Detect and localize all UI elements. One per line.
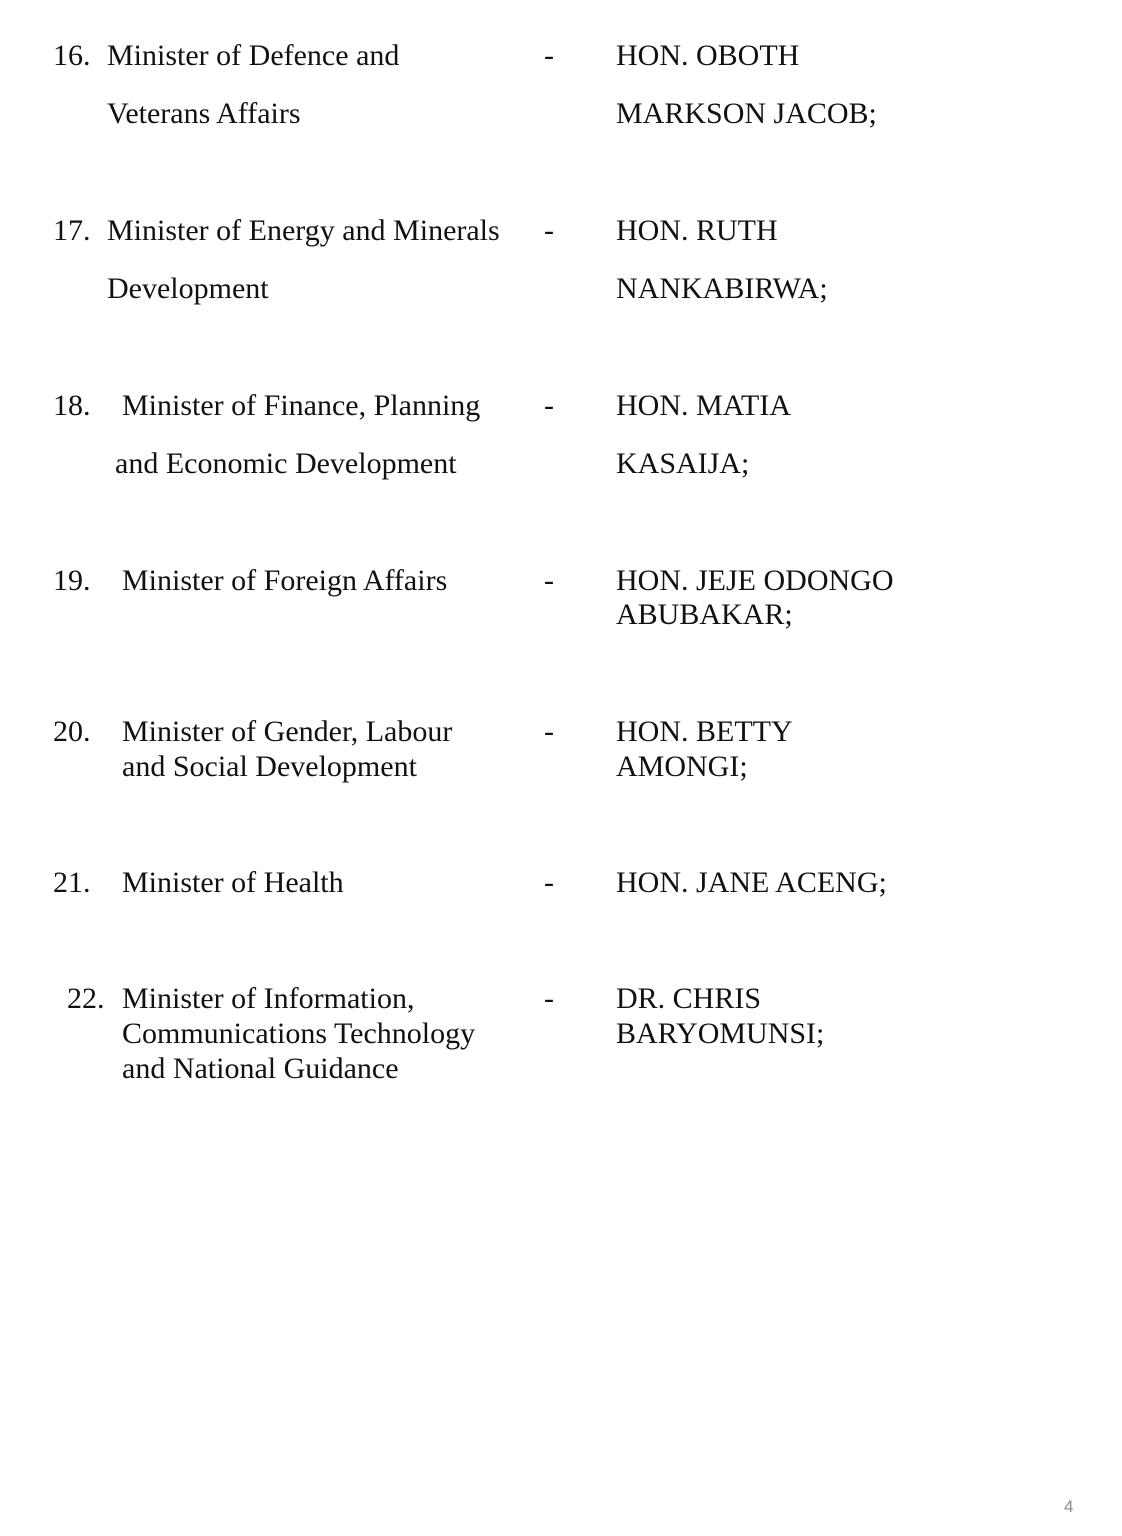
entry-16-dash: - bbox=[544, 39, 554, 72]
entry-17-name-line-2: NANKABIRWA; bbox=[616, 272, 828, 305]
entry-22-dash: - bbox=[544, 982, 554, 1015]
entry-19-name-line-2: ABUBAKAR; bbox=[616, 598, 793, 631]
entry-21-number: 21. bbox=[53, 866, 91, 899]
entry-18-name-line-1: HON. MATIA bbox=[616, 389, 791, 422]
entry-17-dash: - bbox=[544, 214, 554, 247]
entry-22-number: 22. bbox=[67, 982, 105, 1015]
page-number: 4 bbox=[1064, 1497, 1074, 1516]
entry-22-name-line-2: BARYOMUNSI; bbox=[616, 1017, 825, 1050]
entry-16-office-line-1: Minister of Defence and bbox=[107, 39, 400, 72]
entry-21-office-line-1: Minister of Health bbox=[122, 866, 344, 899]
entry-20-name-line-1: HON. BETTY bbox=[616, 715, 793, 748]
entry-20-office-line-1: Minister of Gender, Labour bbox=[122, 715, 453, 748]
entry-20-number: 20. bbox=[53, 715, 91, 748]
entry-22-office-line-3: and National Guidance bbox=[122, 1052, 399, 1085]
entry-16-name-line-1: HON. OBOTH bbox=[616, 39, 800, 72]
entry-22-name-line-1: DR. CHRIS bbox=[616, 982, 762, 1015]
entry-17-office-line-1: Minister of Energy and Minerals bbox=[107, 214, 500, 247]
entry-20-name-line-2: AMONGI; bbox=[616, 750, 748, 783]
entry-21-dash: - bbox=[544, 866, 554, 899]
entry-16-office-line-2: Veterans Affairs bbox=[107, 97, 301, 130]
entry-17-office-line-2: Development bbox=[107, 272, 269, 305]
entry-20-dash: - bbox=[544, 715, 554, 748]
entry-17-number: 17. bbox=[53, 214, 91, 247]
entry-16-name-line-2: MARKSON JACOB; bbox=[616, 97, 877, 130]
entry-20-office-line-2: and Social Development bbox=[122, 750, 417, 783]
entry-19-dash: - bbox=[544, 564, 554, 597]
entry-17-name-line-1: HON. RUTH bbox=[616, 214, 778, 247]
entry-18-name-line-2: KASAIJA; bbox=[616, 447, 750, 480]
entry-19-name-line-1: HON. JEJE ODONGO bbox=[616, 564, 894, 597]
entry-18-office-line-2: and Economic Development bbox=[115, 447, 457, 480]
entry-21-name-line-1: HON. JANE ACENG; bbox=[616, 866, 887, 899]
entry-22-office-line-2: Communications Technology bbox=[122, 1017, 476, 1050]
entry-16-number: 16. bbox=[53, 39, 91, 72]
entry-18-number: 18. bbox=[53, 389, 91, 422]
entry-22-office-line-1: Minister of Information, bbox=[122, 982, 415, 1015]
entry-18-office-line-1: Minister of Finance, Planning bbox=[122, 389, 481, 422]
entry-18-dash: - bbox=[544, 389, 554, 422]
entry-19-office-line-1: Minister of Foreign Affairs bbox=[122, 564, 448, 597]
entry-19-number: 19. bbox=[53, 564, 91, 597]
